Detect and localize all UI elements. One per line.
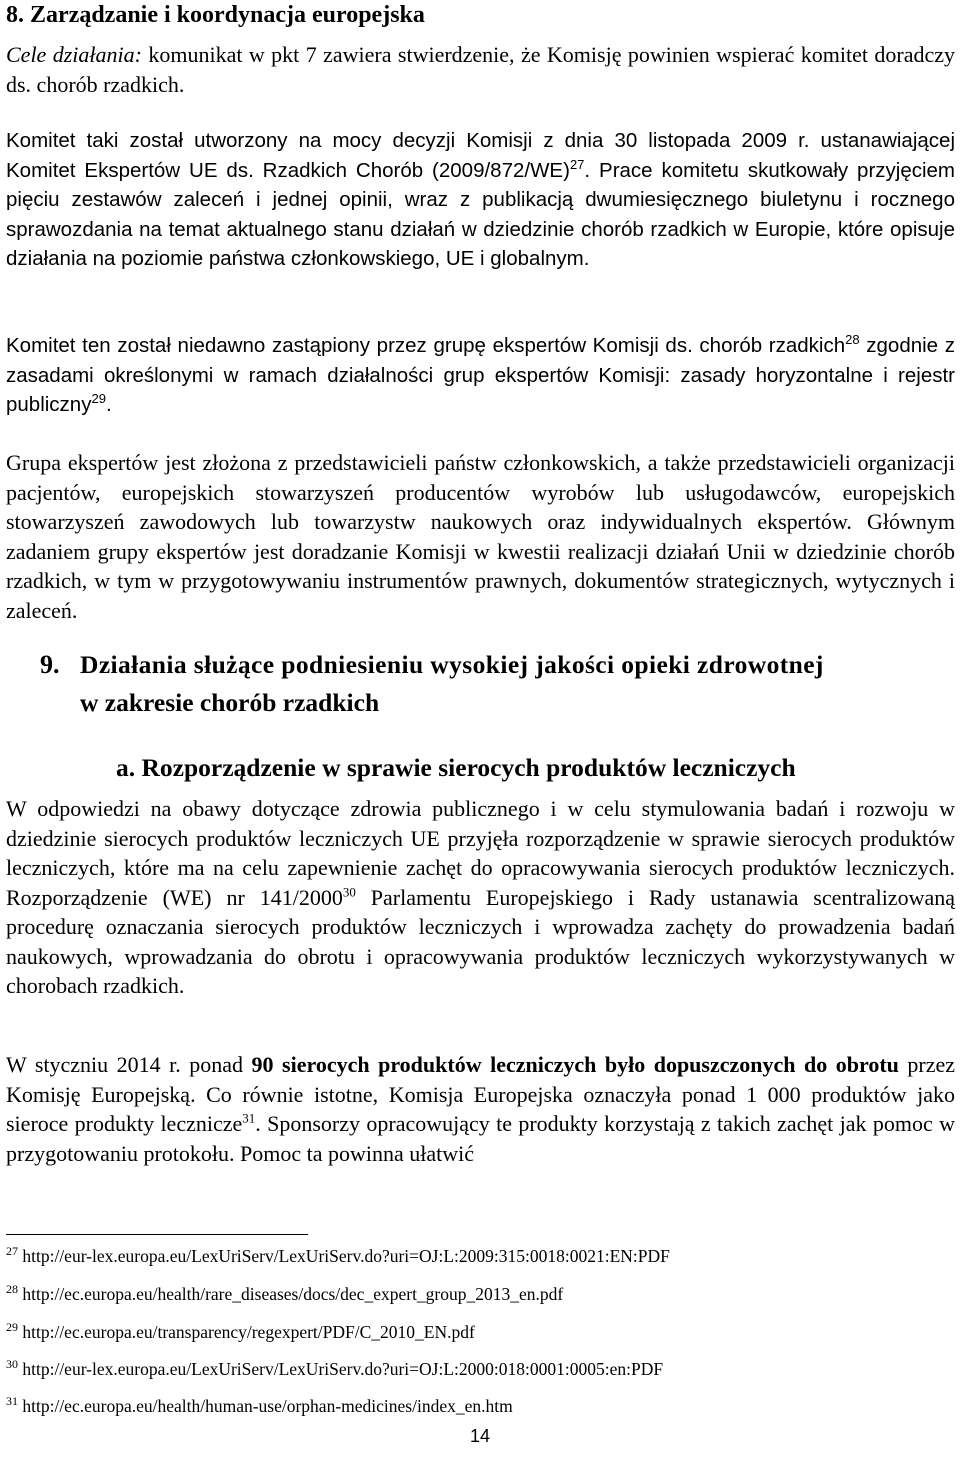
expert-group-text-b: zgodnie z zasadami określonymi w ramach działalności grup ekspertów Komisji: zasady horyzontalne i rejestr publiczny bbox=[6, 334, 955, 416]
paragraph-january-2014 bbox=[6, 1050, 955, 1168]
expert-group-text-a: Komitet ten został niedawno zastąpiony przez grupę ekspertów Komisji ds. chorób rzadkich bbox=[6, 334, 846, 357]
footnote-link[interactable]: http://eur-lex.europa.eu/LexUriServ/LexUriServ.do?uri=OJ:L:2009:315:0018:0021:EN:PDF bbox=[22, 1246, 670, 1266]
footnote-ref-28[interactable]: 28 bbox=[845, 332, 860, 348]
footnote-link[interactable]: http://ec.europa.eu/health/rare_diseases/docs/dec_expert_group_2013_en.pdf bbox=[22, 1284, 564, 1304]
footnote-ref-29[interactable]: 29 bbox=[91, 391, 106, 407]
regulation-text-b: Parlamentu Europejskiego i Rady ustanawia scentralizowaną procedurę oznaczania sierocych produktów leczniczych i wprowadza zachęty do prowadzenia badań naukowych, wprowadzania do obrotu i opracowywania produktów leczniczych wykorzystywanych w chorobach rzadkich. bbox=[6, 884, 955, 998]
footnote-number: 28 bbox=[6, 1282, 18, 1297]
footnote-number: 29 bbox=[6, 1320, 18, 1335]
committee-text-b: . Prace komitetu skutkowały przyjęciem pięciu zestawów zaleceń i jednej opinii, wraz z publikacją dwumiesięcznego biuletynu i rocznego sprawozdania na temat aktualnego stanu działań w dziedzinie chorób rzadkich w Europie, które opisuje działania na poziomie państwa członkowskiego, UE i globalnym. bbox=[6, 158, 956, 270]
expert-group-text-c: . bbox=[105, 393, 112, 416]
footnote-30 bbox=[6, 1359, 663, 1380]
footnote-29 bbox=[6, 1322, 475, 1343]
footnote-number: 31 bbox=[6, 1394, 18, 1409]
footnote-link[interactable]: http://ec.europa.eu/health/human-use/orphan-medicines/index_en.htm bbox=[22, 1396, 513, 1416]
section-8-heading: 8. Zarządzanie i koordynacja europejska bbox=[6, 2, 425, 28]
paragraph-objectives bbox=[6, 40, 955, 99]
objectives-label: Cele działania: bbox=[6, 42, 142, 67]
footnote-ref-30[interactable]: 30 bbox=[342, 884, 356, 900]
regulation-text-a: W odpowiedzi na obawy dotyczące zdrowia publicznego i w celu stymulowania badań i rozwoju w dziedzinie sierocych produktów leczniczych UE przyjęła rozporządzenie w sprawie sierocych produktów leczniczych, które ma na celu zapewnienie zachęt do opracowywania sierocych produktów leczniczych. Rozporządzenie (WE) nr 141/2000 bbox=[6, 796, 955, 910]
footnote-link[interactable]: http://ec.europa.eu/transparency/regexpert/PDF/C_2010_EN.pdf bbox=[22, 1322, 475, 1342]
january-text-c: . Sponsorzy opracowujący te produkty korzystają z takich zachęt jak pomoc w przygotowaniu protokołu. Pomoc ta powinna ułatwić bbox=[6, 1111, 956, 1166]
section-9-number: 9. bbox=[40, 650, 60, 679]
footnote-number: 30 bbox=[6, 1357, 18, 1372]
footnote-28 bbox=[6, 1284, 563, 1305]
objectives-text: komunikat w pkt 7 zawiera stwierdzenie, że Komisję powinien wspierać komitet doradczy ds. chorób rzadkich. bbox=[6, 42, 955, 97]
footnote-number: 27 bbox=[6, 1244, 18, 1259]
january-text-a: W styczniu 2014 r. ponad bbox=[6, 1052, 252, 1077]
paragraph-committee bbox=[6, 126, 955, 274]
january-bold-text: 90 sierocych produktów leczniczych było dopuszczonych do obrotu bbox=[251, 1052, 899, 1077]
section-9-heading-line1: Działania służące podniesieniu wysokiej jakości opieki zdrowotnej bbox=[80, 650, 824, 679]
footnote-27 bbox=[6, 1246, 670, 1267]
paragraph-orphan-regulation bbox=[6, 794, 955, 1001]
footnote-link[interactable]: http://eur-lex.europa.eu/LexUriServ/LexUriServ.do?uri=OJ:L:2000:018:0001:0005:en:PDF bbox=[22, 1359, 664, 1379]
section-9-heading-line2: w zakresie chorób rzadkich bbox=[80, 688, 380, 717]
footnote-31 bbox=[6, 1396, 513, 1417]
committee-text-a: Komitet taki został utworzony na mocy decyzji Komisji z dnia 30 listopada 2009 r. ustanawiającej Komitet Ekspertów UE ds. Rzadkich Chorób (2009/872/WE) bbox=[6, 129, 955, 182]
footnote-ref-31[interactable]: 31 bbox=[242, 1110, 256, 1126]
subsection-a-heading: a. Rozporządzenie w sprawie sierocych produktów leczniczych bbox=[116, 753, 796, 782]
footnote-separator bbox=[6, 1234, 308, 1235]
january-text-b: przez Komisję Europejską. Co równie istotne, Komisja Europejska oznaczyła ponad 1 000 produktów jako sieroce produkty lecznicze bbox=[6, 1052, 956, 1136]
paragraph-expert-group bbox=[6, 331, 955, 420]
page-number: 14 bbox=[469, 1426, 491, 1446]
paragraph-group-composition: Grupa ekspertów jest złożona z przedstawicieli państw członkowskich, a także przedstawicieli organizacji pacjentów, europejskich stowarzyszeń producentów wyrobów lub usługodawców, europejskich stowarzyszeń zawodowych lub towarzystw naukowych oraz indywidualnych ekspertów. Głównym zadaniem grupy ekspertów jest doradzanie Komisji w kwestii realizacji działań Unii w dziedzinie chorób rzadkich, w tym w przygotowywaniu instrumentów prawnych, dokumentów strategicznych, wytycznych i zaleceń. bbox=[6, 450, 955, 623]
footnote-ref-27[interactable]: 27 bbox=[569, 156, 585, 172]
